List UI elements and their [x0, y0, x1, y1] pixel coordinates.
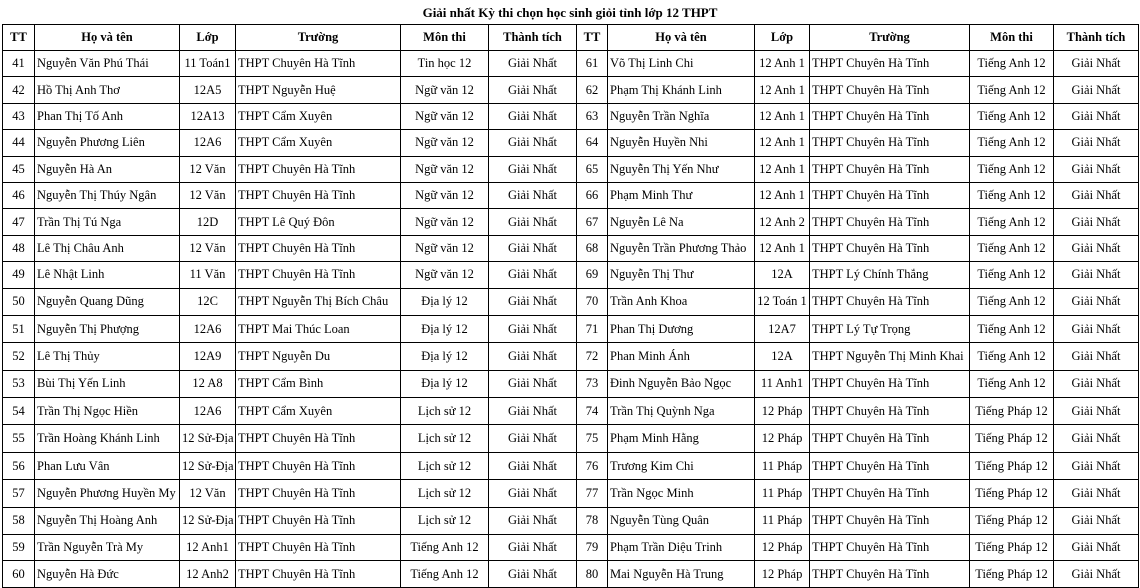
- cell-school: THPT Chuyên Hà Tĩnh: [236, 480, 401, 507]
- cell-name: Nguyễn Thị Thư: [608, 262, 755, 288]
- cell-subject: Ngữ văn 12: [401, 182, 489, 208]
- cell-name: Trần Ngọc Minh: [608, 480, 755, 507]
- cell-class: 11 Pháp: [755, 480, 810, 507]
- sheet-title: Giải nhất Kỳ thi chọn học sinh giỏi tỉnh lớp 12 THPT: [422, 5, 718, 20]
- table-row: [3, 130, 1139, 156]
- cell-school: THPT Chuyên Hà Tĩnh: [810, 235, 970, 261]
- cell-subject: Tiếng Anh 12: [970, 103, 1054, 129]
- cell-award: Giải Nhất: [1054, 182, 1139, 208]
- cell-class: 12 Pháp: [755, 398, 810, 425]
- cell-class: 12 Pháp: [755, 561, 810, 587]
- cell-school: THPT Cẩm Bình: [236, 370, 401, 397]
- cell-school: THPT Lý Tự Trọng: [810, 315, 970, 342]
- cell-subject: Địa lý 12: [401, 343, 489, 370]
- cell-award: Giải Nhất: [1054, 425, 1139, 452]
- cell-name: Lê Nhật Linh: [35, 262, 180, 288]
- cell-award: Giải Nhất: [489, 262, 577, 288]
- cell-tt: 44: [3, 130, 35, 156]
- cell-subject: Địa lý 12: [401, 370, 489, 397]
- header-subject: Môn thi: [401, 25, 489, 51]
- cell-school: THPT Chuyên Hà Tĩnh: [810, 370, 970, 397]
- cell-name: Phạm Minh Thư: [608, 182, 755, 208]
- cell-school: THPT Cẩm Xuyên: [236, 130, 401, 156]
- cell-award: Giải Nhất: [1054, 535, 1139, 561]
- cell-tt: 75: [577, 425, 608, 452]
- cell-name: Nguyễn Trần Phương Thảo: [608, 235, 755, 261]
- cell-subject: Tiếng Pháp 12: [970, 480, 1054, 507]
- cell-class: 12 Pháp: [755, 425, 810, 452]
- cell-name: Nguyễn Trần Nghĩa: [608, 103, 755, 129]
- cell-tt: 47: [3, 209, 35, 235]
- cell-school: THPT Chuyên Hà Tĩnh: [236, 535, 401, 561]
- table-row: [3, 315, 1139, 342]
- cell-subject: Ngữ văn 12: [401, 262, 489, 288]
- cell-tt: 65: [577, 156, 608, 182]
- cell-name: Mai Nguyễn Hà Trung: [608, 561, 755, 587]
- cell-class: 12A7: [755, 315, 810, 342]
- cell-school: THPT Chuyên Hà Tĩnh: [810, 452, 970, 479]
- cell-name: Lê Thị Thủy: [35, 343, 180, 370]
- cell-class: 12A9: [180, 343, 236, 370]
- cell-name: Nguyễn Thị Yến Như: [608, 156, 755, 182]
- cell-name: Nguyễn Phương Liên: [35, 130, 180, 156]
- cell-award: Giải Nhất: [1054, 507, 1139, 534]
- cell-award: Giải Nhất: [489, 480, 577, 507]
- cell-name: Nguyễn Thị Thúy Ngân: [35, 182, 180, 208]
- header-class: Lớp: [180, 25, 236, 51]
- cell-tt: 61: [577, 51, 608, 77]
- cell-award: Giải Nhất: [1054, 398, 1139, 425]
- header-award: Thành tích: [1054, 25, 1139, 51]
- cell-school: THPT Nguyễn Du: [236, 343, 401, 370]
- cell-tt: 63: [577, 103, 608, 129]
- cell-class: 12 Anh 1: [755, 235, 810, 261]
- table-row: [3, 182, 1139, 208]
- cell-award: Giải Nhất: [489, 235, 577, 261]
- cell-class: 12 Sử-Địa: [180, 425, 236, 452]
- cell-class: 12 Văn: [180, 182, 236, 208]
- cell-tt: 56: [3, 452, 35, 479]
- header-row: [3, 25, 1139, 51]
- cell-award: Giải Nhất: [489, 130, 577, 156]
- cell-tt: 73: [577, 370, 608, 397]
- cell-subject: Tiếng Anh 12: [970, 315, 1054, 342]
- cell-class: 12 Anh 1: [755, 77, 810, 103]
- table-body: [3, 51, 1139, 588]
- cell-school: THPT Chuyên Hà Tĩnh: [810, 130, 970, 156]
- cell-school: THPT Chuyên Hà Tĩnh: [236, 452, 401, 479]
- cell-tt: 78: [577, 507, 608, 534]
- cell-school: THPT Chuyên Hà Tĩnh: [810, 182, 970, 208]
- cell-school: THPT Chuyên Hà Tĩnh: [810, 398, 970, 425]
- cell-class: 12D: [180, 209, 236, 235]
- cell-name: Phan Thị Dương: [608, 315, 755, 342]
- cell-subject: Tiếng Anh 12: [401, 561, 489, 587]
- cell-tt: 46: [3, 182, 35, 208]
- cell-school: THPT Chuyên Hà Tĩnh: [810, 535, 970, 561]
- cell-tt: 80: [577, 561, 608, 587]
- cell-subject: Tiếng Anh 12: [970, 182, 1054, 208]
- cell-name: Nguyễn Thị Phượng: [35, 315, 180, 342]
- cell-award: Giải Nhất: [1054, 235, 1139, 261]
- cell-name: Nguyễn Tùng Quân: [608, 507, 755, 534]
- cell-class: 12C: [180, 288, 236, 315]
- cell-tt: 43: [3, 103, 35, 129]
- cell-tt: 77: [577, 480, 608, 507]
- cell-school: THPT Cẩm Xuyên: [236, 103, 401, 129]
- cell-class: 12 Văn: [180, 480, 236, 507]
- cell-award: Giải Nhất: [489, 315, 577, 342]
- cell-name: Nguyễn Phương Huyền My: [35, 480, 180, 507]
- cell-name: Phạm Thị Khánh Linh: [608, 77, 755, 103]
- cell-class: 12A: [755, 343, 810, 370]
- cell-name: Phan Lưu Vân: [35, 452, 180, 479]
- cell-class: 12A6: [180, 130, 236, 156]
- cell-name: Võ Thị Linh Chi: [608, 51, 755, 77]
- cell-subject: Lịch sử 12: [401, 452, 489, 479]
- cell-subject: Lịch sử 12: [401, 398, 489, 425]
- cell-award: Giải Nhất: [1054, 452, 1139, 479]
- cell-tt: 41: [3, 51, 35, 77]
- cell-school: THPT Lý Chính Thắng: [810, 262, 970, 288]
- cell-school: THPT Chuyên Hà Tĩnh: [236, 507, 401, 534]
- cell-tt: 62: [577, 77, 608, 103]
- table-row: [3, 262, 1139, 288]
- cell-class: 12 Anh 1: [755, 182, 810, 208]
- results-table: [2, 24, 1139, 588]
- cell-award: Giải Nhất: [489, 77, 577, 103]
- table-row: [3, 507, 1139, 534]
- table-row: [3, 343, 1139, 370]
- cell-subject: Tiếng Anh 12: [401, 535, 489, 561]
- cell-school: THPT Cẩm Xuyên: [236, 398, 401, 425]
- cell-tt: 71: [577, 315, 608, 342]
- cell-name: Trần Thị Quỳnh Nga: [608, 398, 755, 425]
- cell-award: Giải Nhất: [489, 507, 577, 534]
- cell-subject: Địa lý 12: [401, 315, 489, 342]
- cell-award: Giải Nhất: [1054, 480, 1139, 507]
- cell-name: Nguyễn Huyền Nhi: [608, 130, 755, 156]
- table-row: [3, 398, 1139, 425]
- table-row: [3, 77, 1139, 103]
- cell-class: 12 Sử-Địa: [180, 452, 236, 479]
- cell-tt: 48: [3, 235, 35, 261]
- cell-school: THPT Chuyên Hà Tĩnh: [810, 51, 970, 77]
- cell-subject: Tin học 12: [401, 51, 489, 77]
- cell-award: Giải Nhất: [1054, 343, 1139, 370]
- cell-award: Giải Nhất: [1054, 103, 1139, 129]
- cell-award: Giải Nhất: [1054, 209, 1139, 235]
- cell-tt: 68: [577, 235, 608, 261]
- cell-subject: Tiếng Pháp 12: [970, 561, 1054, 587]
- cell-name: Hồ Thị Anh Thơ: [35, 77, 180, 103]
- cell-name: Trần Hoàng Khánh Linh: [35, 425, 180, 452]
- cell-tt: 51: [3, 315, 35, 342]
- cell-class: 12 Văn: [180, 156, 236, 182]
- cell-school: THPT Chuyên Hà Tĩnh: [236, 182, 401, 208]
- cell-award: Giải Nhất: [489, 103, 577, 129]
- cell-tt: 59: [3, 535, 35, 561]
- cell-subject: Tiếng Anh 12: [970, 343, 1054, 370]
- cell-subject: Tiếng Anh 12: [970, 262, 1054, 288]
- header-name: Họ và tên: [35, 25, 180, 51]
- cell-subject: Ngữ văn 12: [401, 209, 489, 235]
- cell-subject: Tiếng Pháp 12: [970, 535, 1054, 561]
- cell-award: Giải Nhất: [1054, 156, 1139, 182]
- header-tt: TT: [577, 25, 608, 51]
- cell-award: Giải Nhất: [1054, 288, 1139, 315]
- cell-school: THPT Chuyên Hà Tĩnh: [236, 235, 401, 261]
- cell-award: Giải Nhất: [1054, 51, 1139, 77]
- cell-school: THPT Chuyên Hà Tĩnh: [810, 77, 970, 103]
- cell-tt: 53: [3, 370, 35, 397]
- header-class: Lớp: [755, 25, 810, 51]
- cell-subject: Ngữ văn 12: [401, 235, 489, 261]
- cell-award: Giải Nhất: [489, 535, 577, 561]
- cell-school: THPT Chuyên Hà Tĩnh: [236, 51, 401, 77]
- cell-class: 12 Pháp: [755, 535, 810, 561]
- cell-name: Trần Thị Tú Nga: [35, 209, 180, 235]
- cell-subject: Tiếng Anh 12: [970, 51, 1054, 77]
- cell-class: 12 Sử-Địa: [180, 507, 236, 534]
- cell-school: THPT Chuyên Hà Tĩnh: [236, 561, 401, 587]
- cell-tt: 55: [3, 425, 35, 452]
- header-tt: TT: [3, 25, 35, 51]
- table-row: [3, 425, 1139, 452]
- cell-name: Trần Nguyễn Trà My: [35, 535, 180, 561]
- cell-school: THPT Nguyễn Thị Minh Khai: [810, 343, 970, 370]
- table-row: [3, 156, 1139, 182]
- cell-school: THPT Chuyên Hà Tĩnh: [810, 103, 970, 129]
- cell-subject: Lịch sử 12: [401, 480, 489, 507]
- cell-tt: 50: [3, 288, 35, 315]
- cell-class: 12 Anh 1: [755, 130, 810, 156]
- cell-subject: Tiếng Pháp 12: [970, 507, 1054, 534]
- cell-school: THPT Nguyễn Thị Bích Châu: [236, 288, 401, 315]
- cell-name: Bùi Thị Yến Linh: [35, 370, 180, 397]
- cell-tt: 52: [3, 343, 35, 370]
- cell-school: THPT Chuyên Hà Tĩnh: [810, 288, 970, 315]
- cell-name: Nguyễn Lê Na: [608, 209, 755, 235]
- cell-name: Nguyễn Quang Dũng: [35, 288, 180, 315]
- cell-tt: 49: [3, 262, 35, 288]
- cell-class: 12A5: [180, 77, 236, 103]
- cell-class: 12 Anh 1: [755, 51, 810, 77]
- table-row: [3, 370, 1139, 397]
- cell-school: THPT Chuyên Hà Tĩnh: [810, 156, 970, 182]
- cell-subject: Tiếng Pháp 12: [970, 425, 1054, 452]
- cell-award: Giải Nhất: [489, 156, 577, 182]
- cell-class: 12 A8: [180, 370, 236, 397]
- cell-school: THPT Chuyên Hà Tĩnh: [236, 262, 401, 288]
- cell-subject: Tiếng Pháp 12: [970, 452, 1054, 479]
- cell-school: THPT Chuyên Hà Tĩnh: [810, 209, 970, 235]
- cell-name: Phan Minh Ánh: [608, 343, 755, 370]
- table-row: [3, 51, 1139, 77]
- cell-subject: Ngữ văn 12: [401, 77, 489, 103]
- cell-award: Giải Nhất: [1054, 561, 1139, 587]
- cell-name: Lê Thị Châu Anh: [35, 235, 180, 261]
- cell-award: Giải Nhất: [1054, 370, 1139, 397]
- cell-class: 12 Văn: [180, 235, 236, 261]
- cell-subject: Ngữ văn 12: [401, 156, 489, 182]
- cell-tt: 66: [577, 182, 608, 208]
- cell-award: Giải Nhất: [489, 561, 577, 587]
- cell-award: Giải Nhất: [489, 288, 577, 315]
- cell-tt: 72: [577, 343, 608, 370]
- cell-subject: Lịch sử 12: [401, 425, 489, 452]
- cell-name: Phạm Trần Diệu Trinh: [608, 535, 755, 561]
- cell-name: Nguyễn Hà Đức: [35, 561, 180, 587]
- cell-name: Đinh Nguyễn Bảo Ngọc: [608, 370, 755, 397]
- cell-tt: 70: [577, 288, 608, 315]
- cell-class: 11 Pháp: [755, 452, 810, 479]
- cell-class: 12A6: [180, 398, 236, 425]
- cell-award: Giải Nhất: [489, 370, 577, 397]
- cell-class: 12 Anh 1: [755, 103, 810, 129]
- header-school: Trường: [236, 25, 401, 51]
- cell-tt: 45: [3, 156, 35, 182]
- table-row: [3, 452, 1139, 479]
- cell-tt: 42: [3, 77, 35, 103]
- cell-tt: 74: [577, 398, 608, 425]
- cell-school: THPT Lê Quý Đôn: [236, 209, 401, 235]
- header-award: Thành tích: [489, 25, 577, 51]
- cell-name: Phan Thị Tố Anh: [35, 103, 180, 129]
- cell-class: 11 Anh1: [755, 370, 810, 397]
- cell-subject: Tiếng Anh 12: [970, 130, 1054, 156]
- cell-subject: Tiếng Anh 12: [970, 77, 1054, 103]
- cell-name: Phạm Minh Hằng: [608, 425, 755, 452]
- table-row: [3, 235, 1139, 261]
- cell-school: THPT Chuyên Hà Tĩnh: [810, 480, 970, 507]
- cell-school: THPT Nguyễn Huệ: [236, 77, 401, 103]
- cell-subject: Tiếng Anh 12: [970, 288, 1054, 315]
- cell-tt: 79: [577, 535, 608, 561]
- cell-subject: Tiếng Pháp 12: [970, 398, 1054, 425]
- cell-subject: Tiếng Anh 12: [970, 209, 1054, 235]
- cell-school: THPT Chuyên Hà Tĩnh: [810, 561, 970, 587]
- cell-class: 12 Toán 1: [755, 288, 810, 315]
- cell-subject: Ngữ văn 12: [401, 130, 489, 156]
- cell-subject: Tiếng Anh 12: [970, 370, 1054, 397]
- cell-name: Trần Thị Ngọc Hiền: [35, 398, 180, 425]
- cell-class: 12 Anh 2: [755, 209, 810, 235]
- cell-name: Nguyễn Thị Hoàng Anh: [35, 507, 180, 534]
- cell-class: 12A6: [180, 315, 236, 342]
- cell-class: 12 Anh2: [180, 561, 236, 587]
- cell-award: Giải Nhất: [489, 452, 577, 479]
- cell-award: Giải Nhất: [489, 51, 577, 77]
- cell-award: Giải Nhất: [1054, 130, 1139, 156]
- cell-name: Trương Kim Chi: [608, 452, 755, 479]
- table-row: [3, 209, 1139, 235]
- cell-school: THPT Chuyên Hà Tĩnh: [236, 156, 401, 182]
- cell-school: THPT Chuyên Hà Tĩnh: [810, 507, 970, 534]
- cell-name: Nguyễn Văn Phú Thái: [35, 51, 180, 77]
- cell-school: THPT Chuyên Hà Tĩnh: [236, 425, 401, 452]
- header-name: Họ và tên: [608, 25, 755, 51]
- cell-subject: Ngữ văn 12: [401, 103, 489, 129]
- table-row: [3, 561, 1139, 587]
- cell-class: 12 Anh1: [180, 535, 236, 561]
- cell-name: Nguyễn Hà An: [35, 156, 180, 182]
- cell-award: Giải Nhất: [1054, 77, 1139, 103]
- cell-class: 12A: [755, 262, 810, 288]
- cell-award: Giải Nhất: [489, 398, 577, 425]
- cell-tt: 58: [3, 507, 35, 534]
- header-subject: Môn thi: [970, 25, 1054, 51]
- cell-tt: 54: [3, 398, 35, 425]
- cell-tt: 64: [577, 130, 608, 156]
- cell-subject: Lịch sử 12: [401, 507, 489, 534]
- cell-class: 11 Toán1: [180, 51, 236, 77]
- cell-tt: 76: [577, 452, 608, 479]
- cell-tt: 67: [577, 209, 608, 235]
- header-school: Trường: [810, 25, 970, 51]
- cell-award: Giải Nhất: [489, 425, 577, 452]
- table-row: [3, 535, 1139, 561]
- cell-class: 11 Văn: [180, 262, 236, 288]
- table-row: [3, 480, 1139, 507]
- cell-subject: Tiếng Anh 12: [970, 235, 1054, 261]
- cell-award: Giải Nhất: [489, 182, 577, 208]
- cell-class: 12A13: [180, 103, 236, 129]
- table-row: [3, 288, 1139, 315]
- cell-award: Giải Nhất: [489, 209, 577, 235]
- cell-tt: 69: [577, 262, 608, 288]
- cell-award: Giải Nhất: [489, 343, 577, 370]
- cell-tt: 57: [3, 480, 35, 507]
- cell-school: THPT Chuyên Hà Tĩnh: [810, 425, 970, 452]
- cell-class: 11 Pháp: [755, 507, 810, 534]
- cell-subject: Địa lý 12: [401, 288, 489, 315]
- table-row: [3, 103, 1139, 129]
- cell-award: Giải Nhất: [1054, 315, 1139, 342]
- table-header: [3, 25, 1139, 51]
- cell-class: 12 Anh 1: [755, 156, 810, 182]
- cell-name: Trần Anh Khoa: [608, 288, 755, 315]
- cell-subject: Tiếng Anh 12: [970, 156, 1054, 182]
- cell-school: THPT Mai Thúc Loan: [236, 315, 401, 342]
- cell-tt: 60: [3, 561, 35, 587]
- cell-award: Giải Nhất: [1054, 262, 1139, 288]
